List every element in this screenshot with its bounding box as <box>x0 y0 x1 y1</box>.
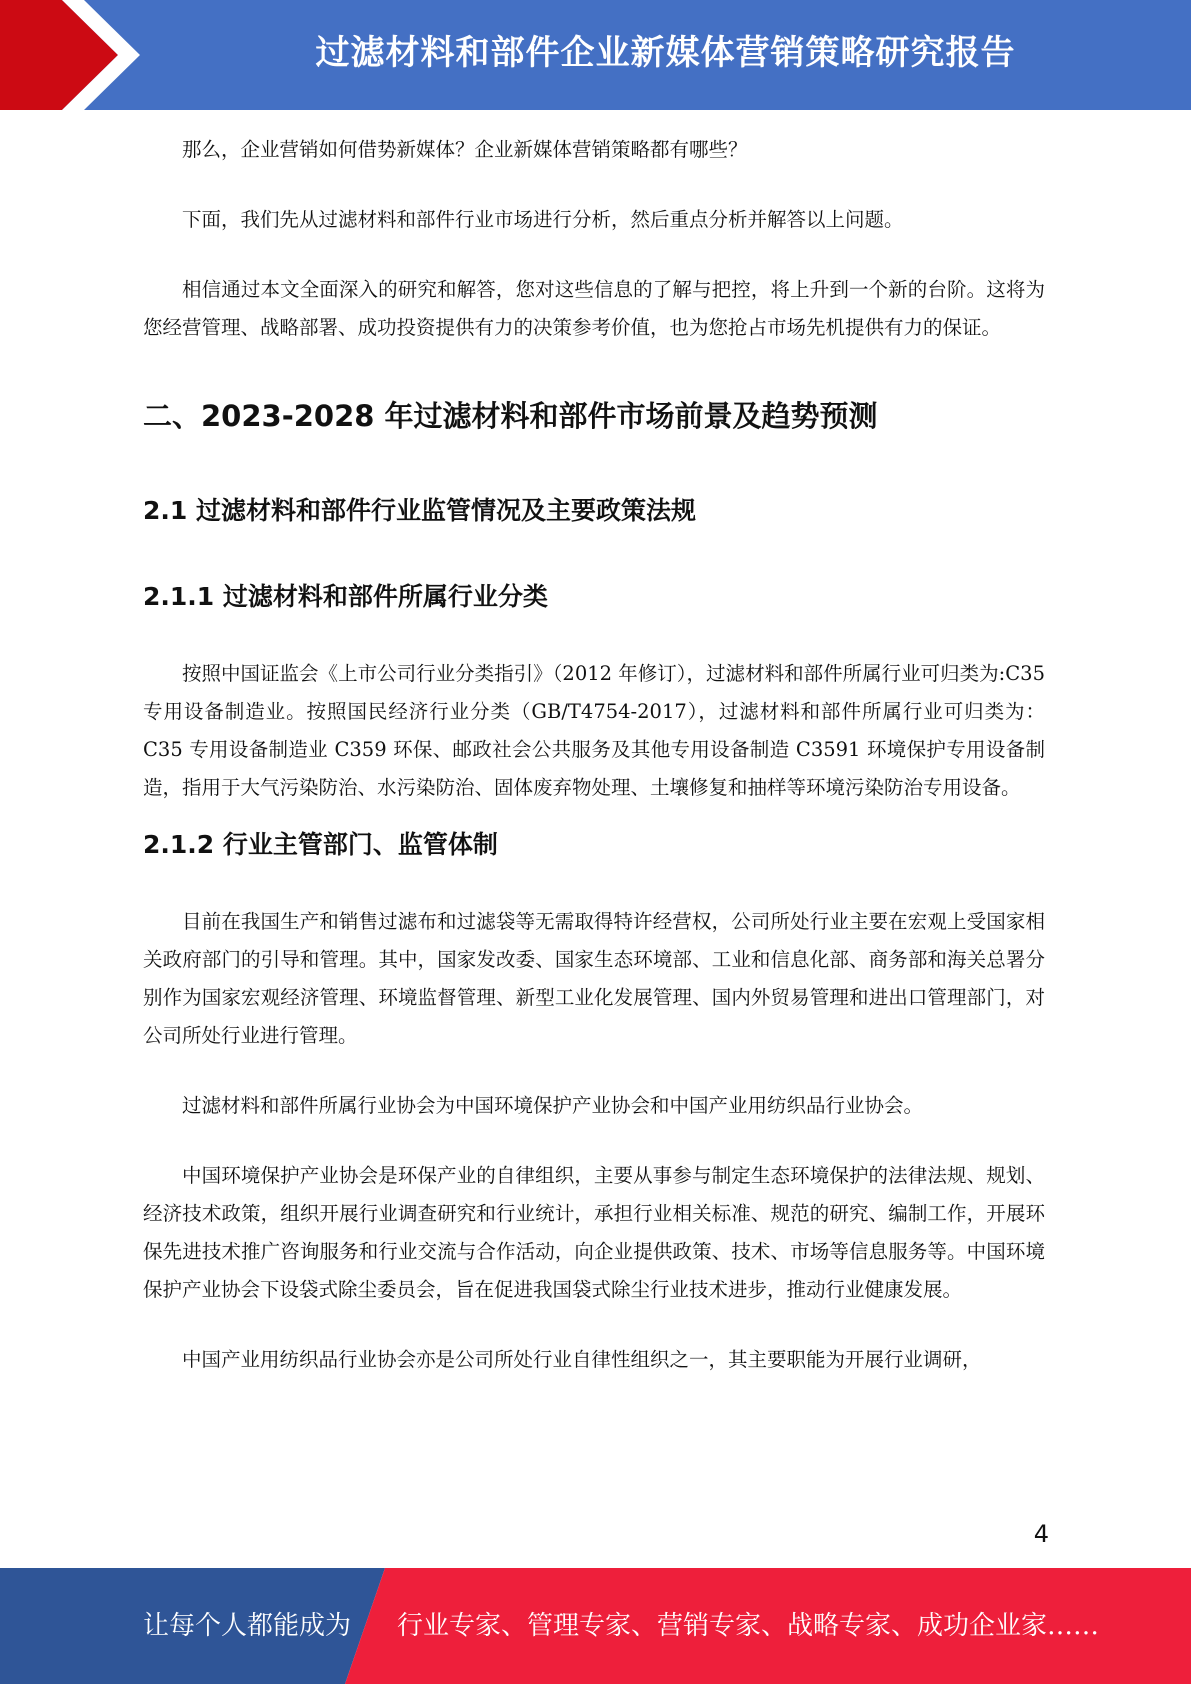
intro-paragraph: 下面，我们先从过滤材料和部件行业市场进行分析，然后重点分析并解答以上问题。 <box>182 208 904 231</box>
body-paragraph: 目前在我国生产和销售过滤布和过滤袋等无需取得特许经营权，公司所处行业主要在宏观上受国家相关政府部门的引导和管理。其中，国家发改委、国家生态环境部、工业和信息化部、商务部和海关总署分别作为国家宏观经济管理、环境监督管理、新型工业化发展管理、国内外贸易管理和进出口管理部门，对公司所处行业进行管理。 <box>143 910 1045 1047</box>
chevron-arrow-icon <box>0 0 160 110</box>
sub-subsection-heading: 2.1.2 行业主管部门、监管体制 <box>143 830 498 859</box>
footer-slogan-right: 行业专家、管理专家、营销专家、战略专家、成功企业家…… <box>397 1611 1100 1641</box>
header-banner <box>0 0 1191 110</box>
sub-subsection-heading: 2.1.1 过滤材料和部件所属行业分类 <box>143 582 548 611</box>
body-paragraph: 中国产业用纺织品行业协会亦是公司所处行业自律性组织之一，其主要职能为开展行业调研， <box>182 1348 982 1371</box>
intro-paragraph: 相信通过本文全面深入的研究和解答，您对这些信息的了解与把控，将上升到一个新的台阶。这将为您经营管理、战略部署、成功投资提供有力的决策参考价值，也为您抢占市场先机提供有力的保证。 <box>143 278 1045 339</box>
footer-slogan-left: 让每个人都能成为 <box>143 1611 352 1641</box>
report-title: 过滤材料和部件企业新媒体营销策略研究报告 <box>315 33 1016 73</box>
page-number: 4 <box>1033 1520 1049 1548</box>
body-paragraph: 过滤材料和部件所属行业协会为中国环境保护产业协会和中国产业用纺织品行业协会。 <box>182 1094 924 1117</box>
body-paragraph: 按照中国证监会《上市公司行业分类指引》（2012 年修订），过滤材料和部件所属行业可归类为:C35 专用设备制造业。按照国民经济行业分类（GB/T4754-2017），过滤材料和部件所属行业可归类为：C35 专用设备制造业 C359 环保、邮政社会公共服务及其他专用设备制造 C3591 环境保护专用设备制造，指用于大气污染防治、水污染防治、固体废弃物处理、土壤修复和抽样等环境污染防治专用设备。 <box>143 662 1045 799</box>
footer-banner <box>0 1568 1191 1684</box>
intro-paragraph: 那么，企业营销如何借势新媒体？企业新媒体营销策略都有哪些？ <box>182 138 748 161</box>
subsection-heading: 2.1 过滤材料和部件行业监管情况及主要政策法规 <box>143 496 696 525</box>
section-heading: 二、2023-2028 年过滤材料和部件市场前景及趋势预测 <box>143 399 878 433</box>
body-paragraph: 中国环境保护产业协会是环保产业的自律组织，主要从事参与制定生态环境保护的法律法规、规划、经济技术政策，组织开展行业调查研究和行业统计，承担行业相关标准、规范的研究、编制工作，开展环保先进技术推广咨询服务和行业交流与合作活动，向企业提供政策、技术、市场等信息服务等。中国环境保护产业协会下设袋式除尘委员会，旨在促进我国袋式除尘行业技术进步，推动行业健康发展。 <box>143 1164 1045 1301</box>
document-body <box>143 131 1045 1379</box>
